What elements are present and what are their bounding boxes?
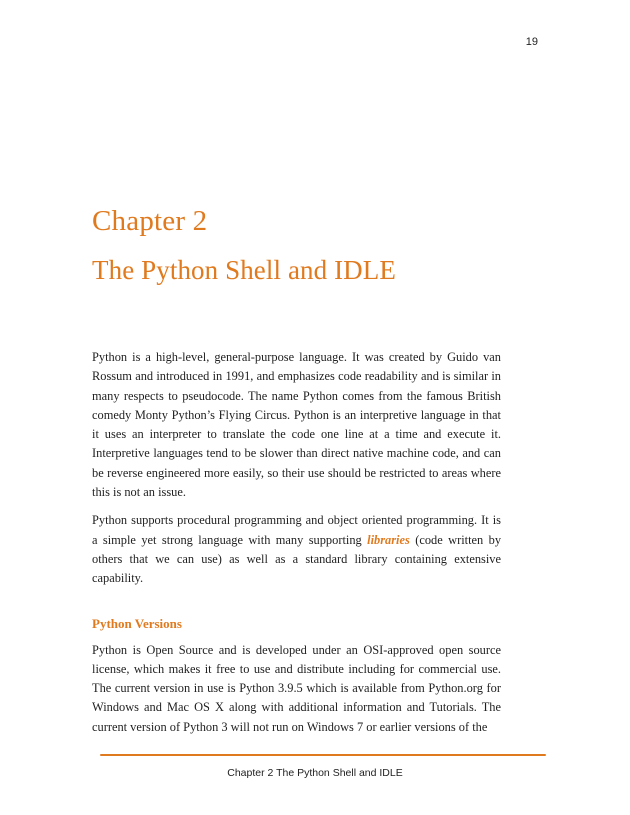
- section-heading-python-versions: Python Versions: [92, 615, 182, 631]
- footer-divider: [100, 754, 546, 756]
- intro-paragraph-2: [92, 511, 501, 588]
- intro-paragraph-2-end: (code written by others that we can use) as well as a standard library containing extensive capability.: [92, 532, 502, 586]
- page-number: 19: [525, 36, 538, 48]
- chapter-label: Chapter 2: [92, 205, 208, 237]
- libraries-link[interactable]: libraries: [367, 532, 410, 547]
- python-versions-paragraph: Python is Open Source and is developed under an OSI-approved open source license, which makes it free to use and distribute including for commercial use. The current version in use is Python 3.9.5 which is available from Python.org for Windows and Mac OS X along with additional information and Tutorials. The current version of Python 3 will not run on Windows 7 or earlier versions of the: [92, 642, 501, 734]
- body-text: [92, 348, 501, 746]
- intro-paragraph-1: Python is a high-level, general-purpose language. It was created by Guido van Rossum and introduced in 1991, and emphasizes code readability and is similar in many respects to pseudocode. The name Python comes from the famous British comedy Monty Python’s Flying Circus. Python is an interpretive language in that it uses an interpreter to translate the code one line at a time and execute it. Interpretive languages tend to be slower than direct native machine code, and can be reverse engineered more easily, so their use should be restricted to areas where this is not an issue.: [92, 350, 501, 500]
- footer-running-title: Chapter 2 The Python Shell and IDLE: [227, 767, 403, 779]
- intro-paragraph-2-start: Python supports procedural programming and object oriented programming. It is a simple yet strong language with many supporting: [92, 513, 501, 547]
- chapter-title: The Python Shell and IDLE: [92, 255, 396, 285]
